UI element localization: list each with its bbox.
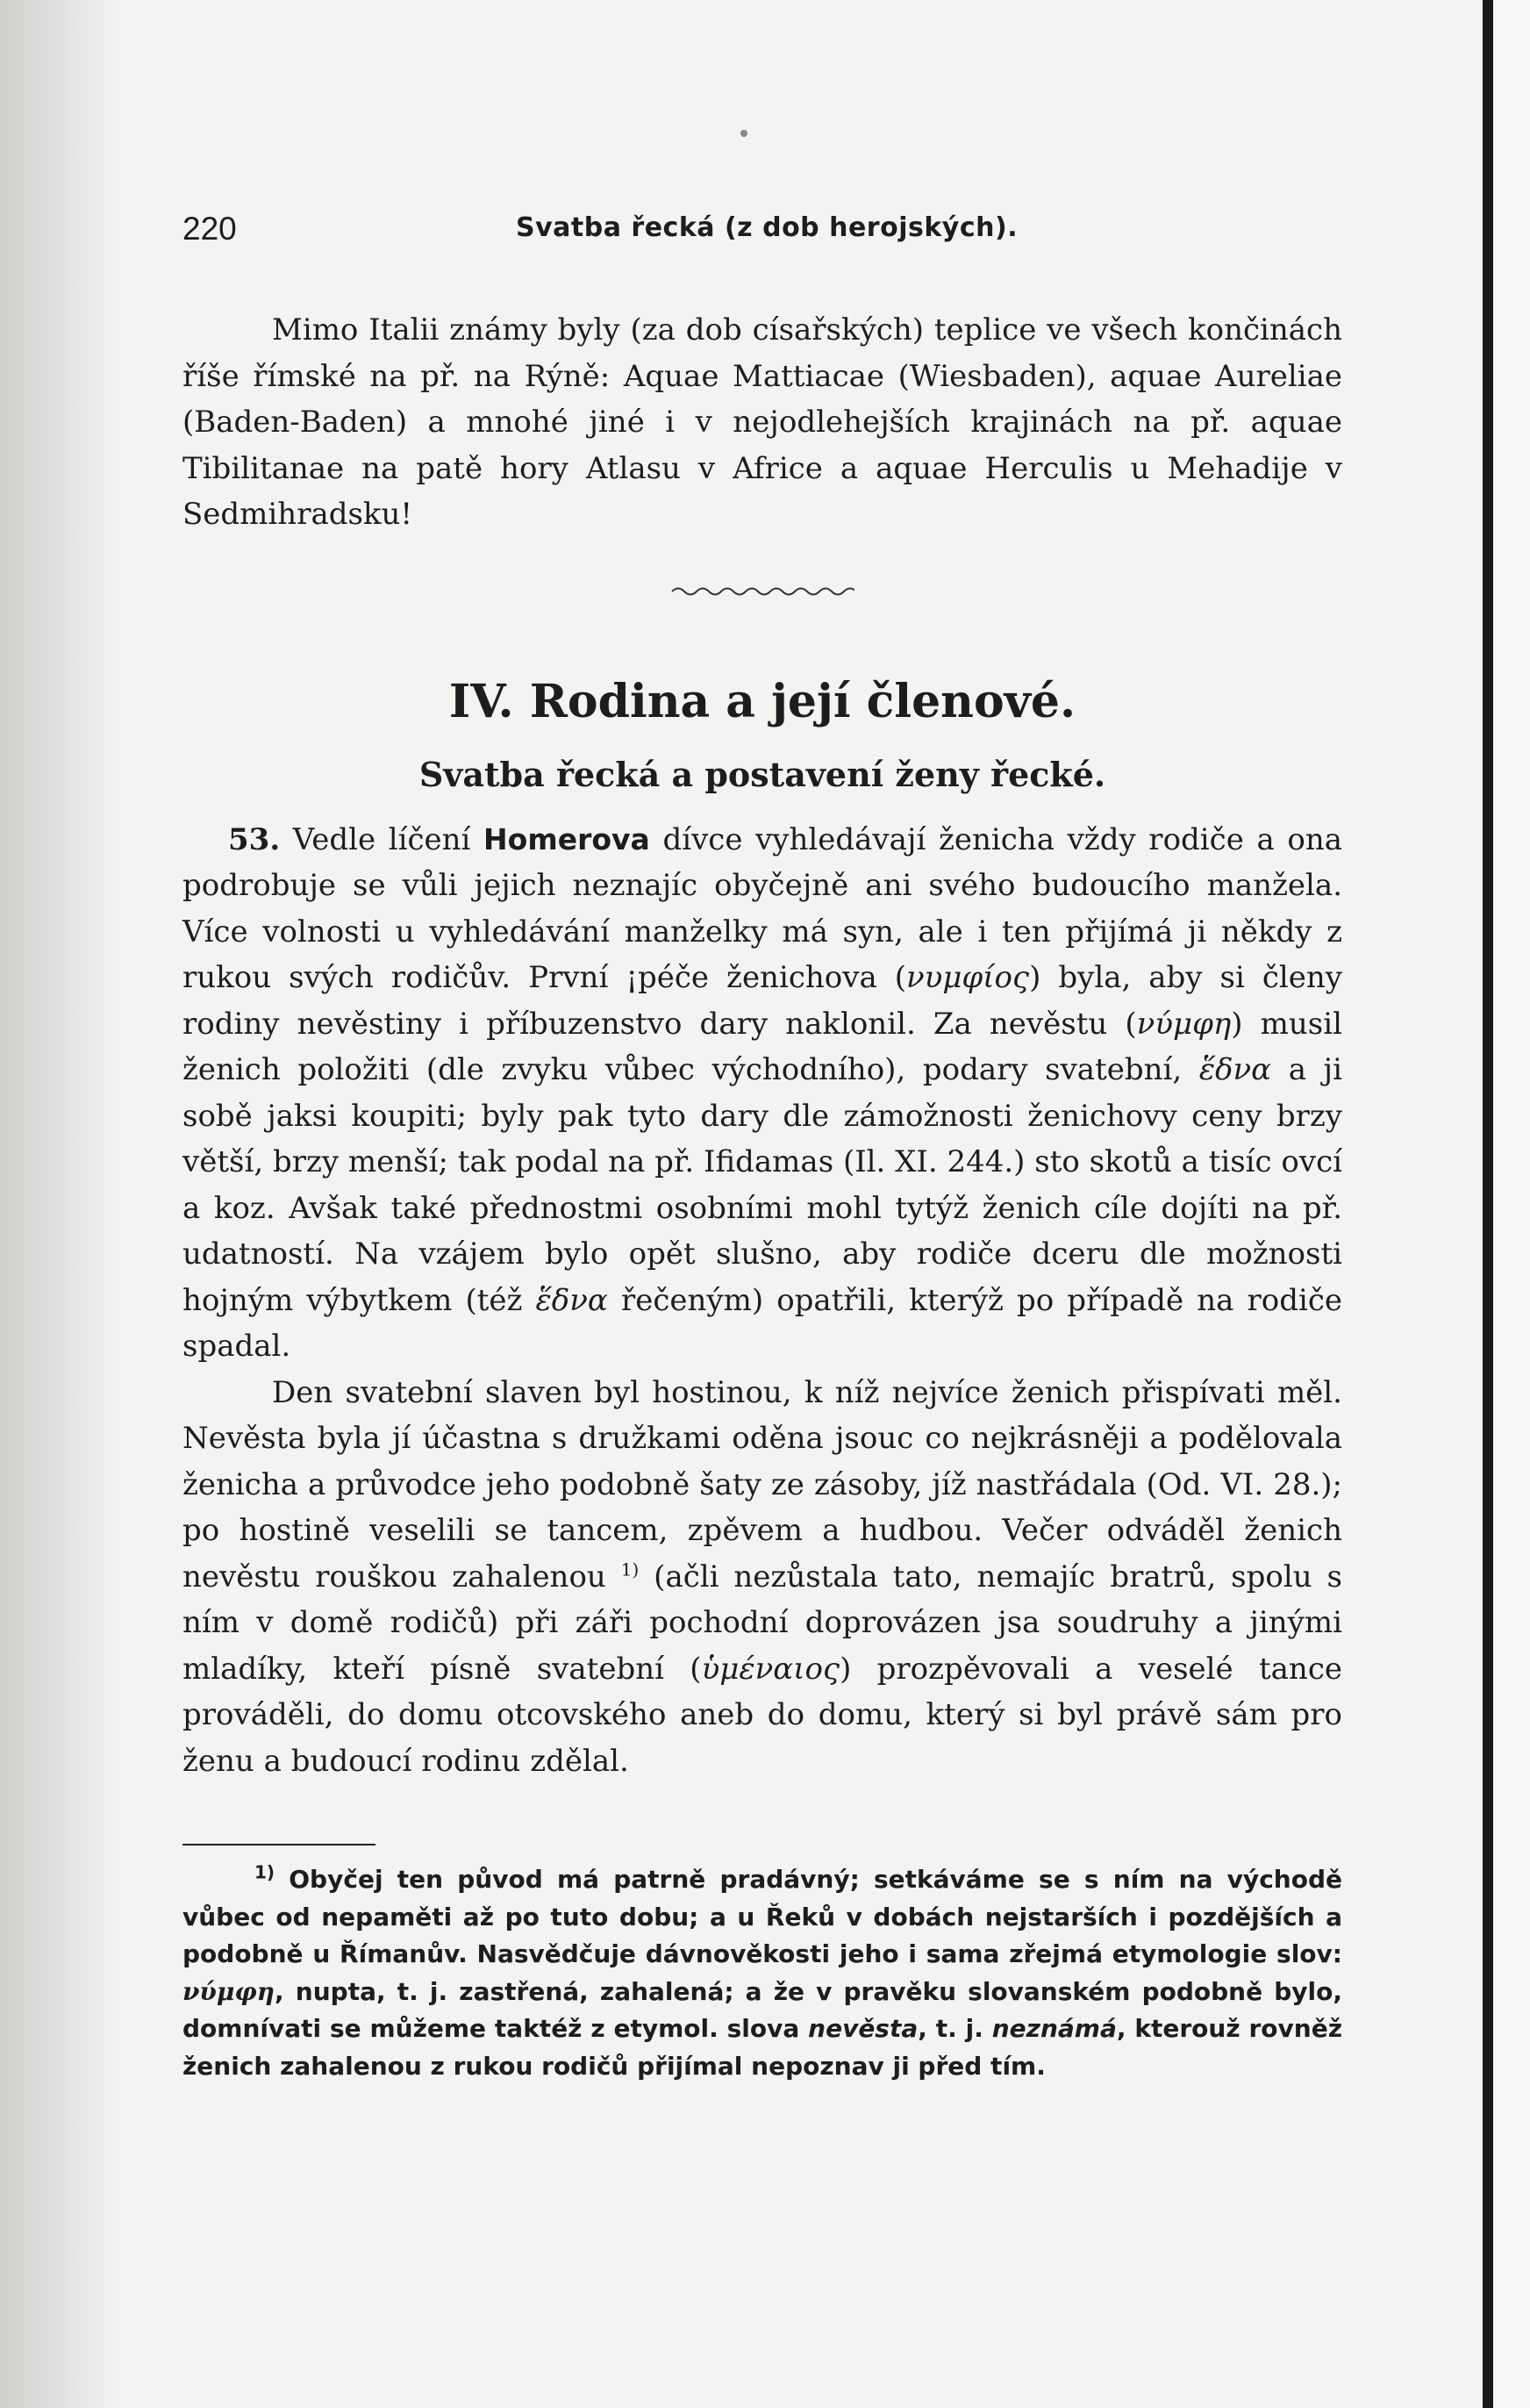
wedding-paragraph (182, 1370, 1342, 1785)
greek-word: νύμφη (182, 1976, 275, 2006)
footnote-text: Obyčej ten původ má patrně pradávný; setkáváme se s ním na východě vůbec od nepaměti až po tuto dobu; a u Řeků v dobách nejstarších i pozdějších a podobně u Římanův. Nasvědčuje dávnověkosti jeho i sama zřejmá etymologie slov: (182, 1865, 1342, 1968)
footnote-reference[interactable]: 1) (620, 1559, 640, 1580)
footnote (182, 1861, 1342, 2085)
footnote-divider (182, 1844, 375, 1845)
italic-word: neznámá (991, 2014, 1117, 2043)
greek-word: ἕδνα (535, 1282, 608, 1318)
text-fragment: řečeným) opatřili, kterýž po případě na rodiče spadal. (182, 1282, 1343, 1364)
text-fragment: ) musil ženich položiti (dle zvyku vůbec východního), podary svatební, (182, 1006, 1343, 1087)
greek-word: ὑμέναιος (701, 1651, 840, 1687)
greek-word: νυμφίος (905, 960, 1030, 995)
text-fragment: ) prozpěvovali a veselé tance prováděli, do domu otcovského aneb do domu, který si byl právě sám pro ženu a budoucí rodinu zdělal. (182, 1651, 1342, 1779)
wavy-separator-icon (670, 584, 854, 599)
running-title: Svatba řecká (z dob herojských). (516, 212, 1019, 243)
italic-word: nevěsta (808, 2014, 919, 2043)
book-page (182, 211, 1342, 2085)
footnote-text: , kterouž rovněž ženich zahalenou z rukou rodičů přijímal nepoznav ji před tím. (182, 2014, 1343, 2081)
text-fragment: (ačli nezůstala tato, nemajíc bratrů, spolu s ním v domě rodičů) při záři pochodní doprovázen jsa soudruhy a jinými mladíky, kteří písně svatební ( (182, 1559, 1342, 1687)
section-53-paragraph (182, 817, 1342, 1370)
text-fragment: Vedle líčení (280, 821, 484, 857)
page-number: 220 (182, 211, 237, 247)
footnote-text: , t. j. (918, 2014, 992, 2043)
greek-word: νύμφη (1136, 1006, 1232, 1042)
text-fragment: ) byla, aby si členy rodiny nevěstiny i příbuzenstvo dary naklonil. Za nevěstu ( (182, 960, 1342, 1042)
running-head (182, 211, 1342, 263)
text-fragment: Den svatební slaven byl hostinou, k níž nejvíce ženich přispívati měl. Nevěsta byla jí účastna s družkami oděna jsouc co nejkrásněji a podělovala ženicha a průvodce jeho podobně šaty ze zásoby, jíž nastřádala (Od. VI. 28.); po hostině veselili se tancem, zpěvem a hudbou. Večer odváděl ženich nevěstu rouškou zahalenou (182, 1374, 1342, 1595)
text-fragment: dívce vyhledávají ženicha vždy rodiče a ona podrobuje se vůli jejich neznajíc obyčejně ani svého budoucího manžela. Více volnosti u vyhledávání manželky má syn, ale i ten přijímá ji někdy z rukou svých rodičův. První ¡péče ženichova ( (182, 821, 1342, 995)
section-number: 53. (228, 821, 281, 857)
page-shadow (0, 0, 123, 2408)
chapter-title: IV. Rodina a její členové. (448, 674, 1076, 728)
text-fragment: a ji sobě jaksi koupiti; byly pak tyto dary dle zámožnosti ženichovy ceny brzy větší, brzy menší; tak podal na př. Ifidamas (Il. XI. 244.) sto skotů a tisíc ovcí a koz. Avšak také přednostmi osobními mohl tytýž ženich cíle dojíti na př. udatností. Na vzájem bylo opět slušno, aby rodiče dceru dle možnosti hojným výbytkem (též (182, 1052, 1342, 1318)
speck (740, 130, 747, 137)
homer-name: Homerova (483, 821, 650, 856)
section-title: Svatba řecká a postavení ženy řecké. (418, 754, 1106, 794)
intro-paragraph (182, 307, 1342, 538)
book-spine (1483, 0, 1493, 2408)
page-edge (1493, 0, 1530, 2408)
footnote-mark: 1) (254, 1861, 275, 1883)
footnote-text: , nupta, t. j. zastřená, zahalená; a že v pravěku slovanském podobně bylo, domnívati se můžeme taktéž z etymol. slova (182, 1976, 1342, 2043)
intro-text: Mimo Italii známy byly (za dob císařských) teplice ve všech končinách říše římské na př. na Rýně: Aquae Mattiacae (Wiesbaden), aquae Aureliae (Baden-Baden) a mnohé jiné i v nejodlehejších krajinách na př. aquae Tibilitanae na patě hory Atlasu v Africe a aquae Herculis u Mehadije v Sedmihradsku! (182, 312, 1342, 532)
greek-word: ἕδνα (1198, 1052, 1272, 1087)
